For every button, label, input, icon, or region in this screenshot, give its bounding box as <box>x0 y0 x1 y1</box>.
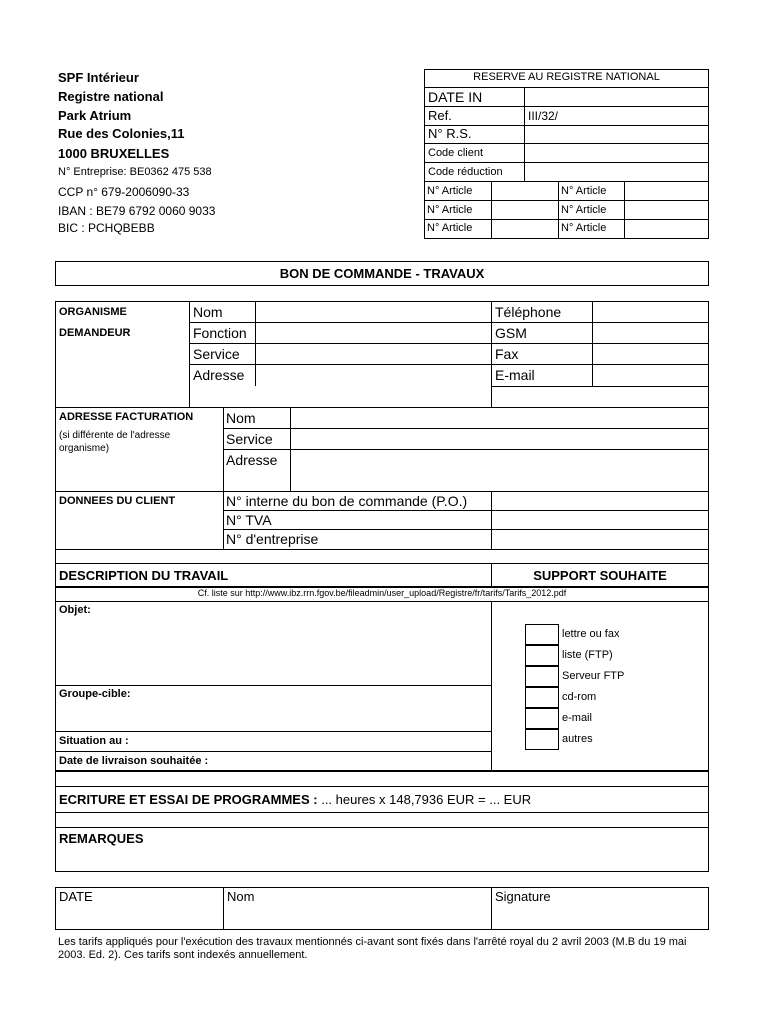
sender-city: 1000 BRUXELLES <box>58 146 170 161</box>
signature-date-label: DATE <box>59 889 93 904</box>
remarks-input[interactable] <box>59 850 704 868</box>
support-checkbox-serveur-ftp[interactable] <box>525 666 559 687</box>
sender-building: Park Atrium <box>58 108 132 123</box>
support-title: SUPPORT SOUHAITE <box>533 568 667 583</box>
tariff-link[interactable]: Cf. liste sur http://www.ibz.rrn.fgov.be/fileadmin/user_upload/Registre/fr/tarifs/Tarifs_2012.pdf <box>197 588 567 598</box>
delivery-date-label: Date de livraison souhaitée : <box>59 755 209 767</box>
requester-service-input[interactable] <box>258 346 488 363</box>
programming-formula: ... heures x 148,7936 EUR = ... EUR <box>321 792 532 807</box>
billing-service-input[interactable] <box>294 431 704 448</box>
support-option-label: Serveur FTP <box>562 670 625 682</box>
client-po-label: N° interne du bon de commande (P.O.) <box>226 493 468 509</box>
client-tva-input[interactable] <box>495 512 705 528</box>
requester-fax-input[interactable] <box>595 346 705 363</box>
requester-nom-input[interactable] <box>258 304 488 321</box>
registry-ref-label: Ref. <box>428 108 452 123</box>
groupe-cible-label: Groupe-cible: <box>59 688 131 700</box>
requester-telephone-label: Téléphone <box>495 304 562 320</box>
registry-article-label: N° Article <box>561 204 607 216</box>
spacer-row <box>55 771 709 787</box>
spacer-row <box>55 812 709 828</box>
registry-article-label: N° Article <box>561 185 607 197</box>
footer-note: Les tarifs appliqués pour l'exécution des travaux mentionnés ci-avant sont fixés dans l'arrêté royal du 2 avril 2003 (M.B du 19 mai 2003. Ed. 2). Ces tarifs sont indexés annuellement. <box>58 936 687 961</box>
client-entreprise-input[interactable] <box>495 531 705 547</box>
support-checkbox-autres[interactable] <box>525 729 559 750</box>
requester-adresse-input[interactable] <box>258 367 488 384</box>
signature-nom-label: Nom <box>227 889 255 904</box>
sender-org: SPF Intérieur <box>58 70 139 85</box>
remarks-label: REMARQUES <box>59 831 144 846</box>
billing-note: (si différente de l'adresse organisme) <box>59 430 171 454</box>
programming-label: ECRITURE ET ESSAI DE PROGRAMMES : <box>59 792 318 807</box>
client-tva-label: N° TVA <box>226 512 272 528</box>
requester-fonction-label: Fonction <box>193 325 247 341</box>
objet-input[interactable] <box>59 618 487 682</box>
description-title: DESCRIPTION DU TRAVAIL <box>59 568 229 583</box>
client-entreprise-label: N° d'entreprise <box>226 531 319 547</box>
registry-code-reduction: Code réduction <box>428 166 503 178</box>
situation-label: Situation au : <box>59 735 129 747</box>
registry-date-in: DATE IN <box>428 89 483 105</box>
registry-article-label: N° Article <box>561 222 607 234</box>
requester-adresse-label: Adresse <box>193 367 245 383</box>
signature-label: Signature <box>495 889 551 904</box>
requester-nom-label: Nom <box>193 304 223 320</box>
registry-article-label: N° Article <box>427 222 473 234</box>
support-option-label: e-mail <box>562 712 592 724</box>
billing-label: ADRESSE FACTURATION <box>59 411 194 423</box>
signature-nom-input[interactable] <box>227 907 487 925</box>
requester-gsm-input[interactable] <box>595 325 705 342</box>
support-option-label: autres <box>562 733 593 745</box>
billing-adresse-label: Adresse <box>226 452 278 468</box>
sender-iban: IBAN : BE79 6792 0060 9033 <box>58 204 216 218</box>
billing-nom-input[interactable] <box>294 410 704 427</box>
signature-date-input[interactable] <box>59 907 219 925</box>
sender-dept: Registre national <box>58 89 164 104</box>
requester-service-label: Service <box>193 346 240 362</box>
sender-bic: BIC : PCHQBEBB <box>58 221 155 235</box>
signature-input[interactable] <box>495 907 705 925</box>
client-po-input[interactable] <box>495 493 705 509</box>
support-checkbox-email[interactable] <box>525 708 559 729</box>
requester-label: DEMANDEUR <box>59 327 131 339</box>
registry-title: RESERVE AU REGISTRE NATIONAL <box>473 71 660 83</box>
registry-ref-value: III/32/ <box>528 109 559 123</box>
billing-nom-label: Nom <box>226 410 256 426</box>
billing-adresse-input[interactable] <box>294 452 704 469</box>
programming-text <box>59 792 531 807</box>
support-checkbox-lettre[interactable] <box>525 624 559 645</box>
registry-nrs: N° R.S. <box>428 126 472 141</box>
objet-label: Objet: <box>59 604 91 616</box>
requester-gsm-label: GSM <box>495 325 527 341</box>
client-label: DONNEES DU CLIENT <box>59 495 176 507</box>
billing-service-label: Service <box>226 431 273 447</box>
form-title: BON DE COMMANDE - TRAVAUX <box>279 266 485 281</box>
registry-article-label: N° Article <box>427 204 473 216</box>
support-option-label: liste (FTP) <box>562 649 613 661</box>
registry-article-label: N° Article <box>427 185 473 197</box>
support-option-label: cd-rom <box>562 691 597 703</box>
requester-fonction-input[interactable] <box>258 325 488 342</box>
requester-fax-label: Fax <box>495 346 519 362</box>
groupe-cible-input[interactable] <box>59 702 487 728</box>
support-checkbox-cd-rom[interactable] <box>525 687 559 708</box>
sender-street: Rue des Colonies,11 <box>58 126 185 141</box>
support-option-label: lettre ou fax <box>562 628 620 640</box>
support-checkbox-liste-ftp[interactable] <box>525 645 559 666</box>
registry-code-client: Code client <box>428 147 484 159</box>
requester-email-label: E-mail <box>495 367 535 383</box>
sender-enterprise-number: N° Entreprise: BE0362 475 538 <box>58 166 212 178</box>
requester-label: ORGANISME <box>59 306 127 318</box>
sender-ccp: CCP n° 679-2006090-33 <box>58 185 190 199</box>
requester-email-input[interactable] <box>595 367 705 384</box>
requester-telephone-input[interactable] <box>595 304 705 321</box>
